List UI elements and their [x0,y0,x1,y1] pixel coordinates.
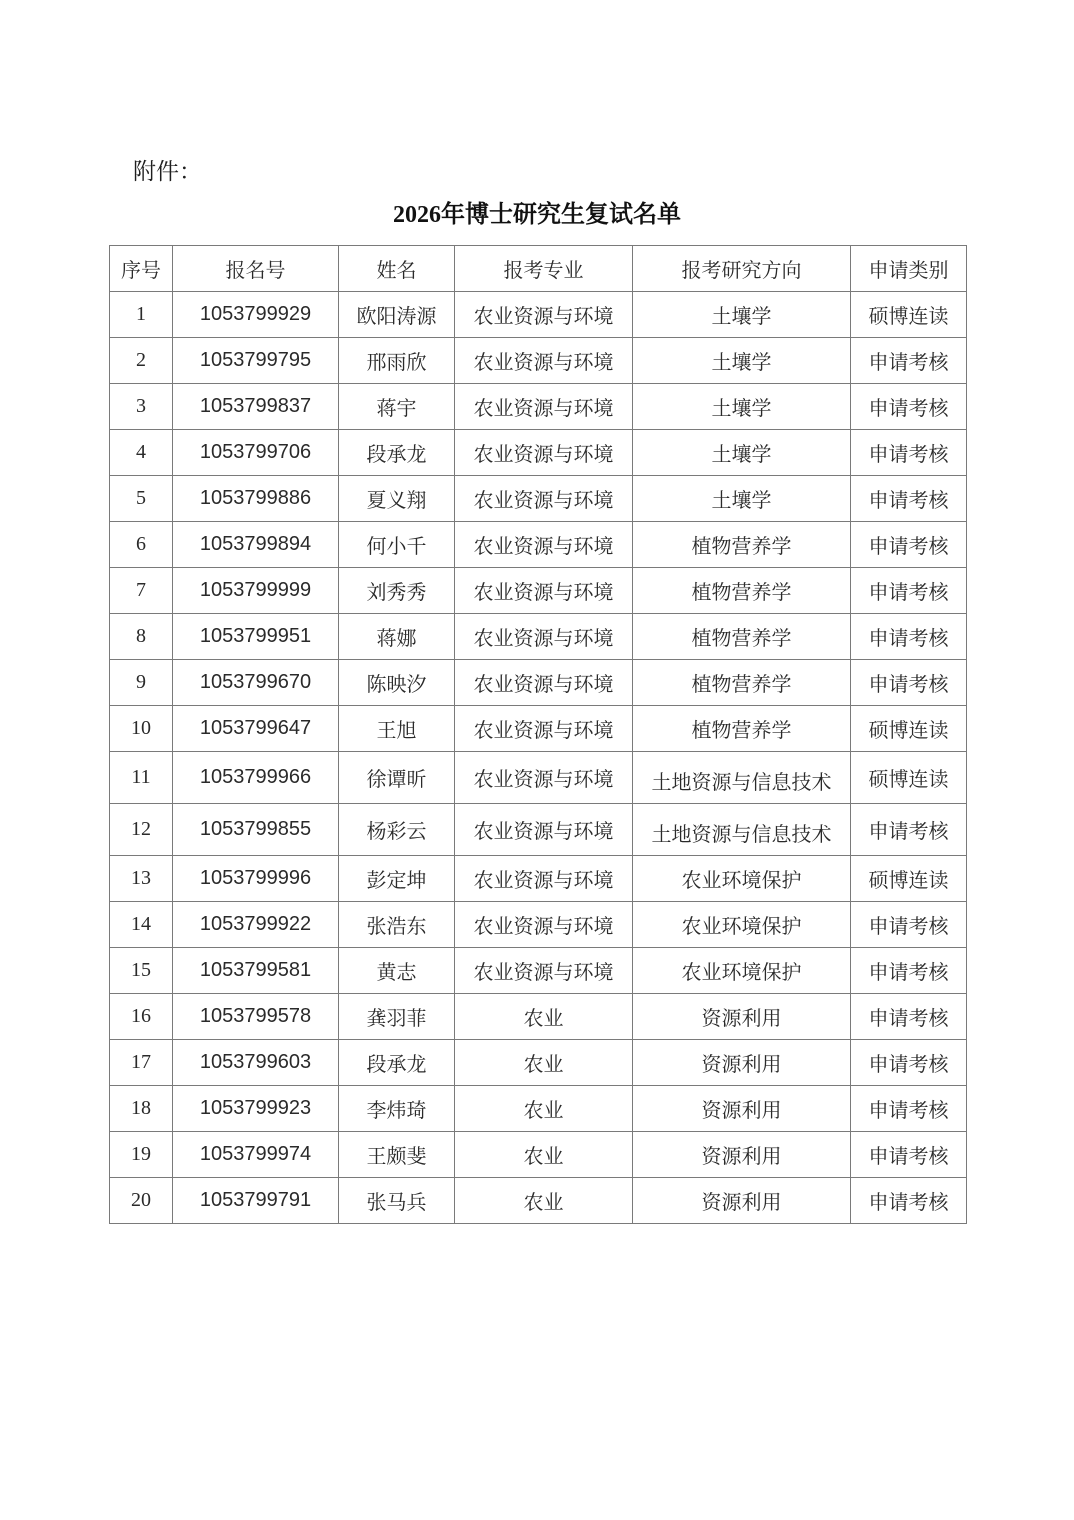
cell-reg-no: 1053799791 [173,1178,339,1224]
cell-reg-no: 1053799603 [173,1040,339,1086]
header-name: 姓名 [339,246,455,292]
cell-seq: 6 [110,522,173,568]
table-row [110,706,967,752]
cell-name: 李炜琦 [339,1086,455,1132]
cell-major: 农业资源与环境 [455,430,633,476]
cell-direction: 植物营养学 [633,660,851,706]
cell-direction: 资源利用 [633,1178,851,1224]
table-row [110,614,967,660]
cell-direction: 土壤学 [633,384,851,430]
cell-direction: 农业环境保护 [633,856,851,902]
cell-seq: 10 [110,706,173,752]
cell-major: 农业资源与环境 [455,752,633,804]
cell-name: 欧阳涛源 [339,292,455,338]
cell-major: 农业资源与环境 [455,384,633,430]
table-row [110,804,967,856]
header-direction: 报考研究方向 [633,246,851,292]
table-row [110,660,967,706]
cell-reg-no: 1053799886 [173,476,339,522]
cell-reg-no: 1053799670 [173,660,339,706]
cell-reg-no: 1053799855 [173,804,339,856]
cell-major: 农业资源与环境 [455,476,633,522]
header-major: 报考专业 [455,246,633,292]
cell-seq: 9 [110,660,173,706]
table-row [110,752,967,804]
cell-category: 申请考核 [851,384,967,430]
cell-reg-no: 1053799966 [173,752,339,804]
table-row [110,902,967,948]
cell-major: 农业资源与环境 [455,614,633,660]
header-seq: 序号 [110,246,173,292]
table-row [110,856,967,902]
cell-major: 农业 [455,1086,633,1132]
cell-category: 申请考核 [851,476,967,522]
cell-seq: 12 [110,804,173,856]
cell-reg-no: 1053799974 [173,1132,339,1178]
cell-major: 农业 [455,1132,633,1178]
table-row [110,1040,967,1086]
cell-category: 申请考核 [851,660,967,706]
table-row [110,384,967,430]
cell-reg-no: 1053799999 [173,568,339,614]
cell-category: 申请考核 [851,1040,967,1086]
cell-name: 龚羽菲 [339,994,455,1040]
header-reg-no: 报名号 [173,246,339,292]
header-category: 申请类别 [851,246,967,292]
cell-major: 农业资源与环境 [455,804,633,856]
table-row [110,994,967,1040]
cell-name: 张马兵 [339,1178,455,1224]
cell-reg-no: 1053799795 [173,338,339,384]
cell-reg-no: 1053799951 [173,614,339,660]
cell-reg-no: 1053799996 [173,856,339,902]
cell-reg-no: 1053799647 [173,706,339,752]
table-row [110,568,967,614]
cell-direction: 土地资源与信息技术 [633,804,851,856]
cell-category: 申请考核 [851,338,967,384]
cell-seq: 7 [110,568,173,614]
cell-category: 申请考核 [851,1178,967,1224]
cell-category: 申请考核 [851,430,967,476]
cell-seq: 13 [110,856,173,902]
cell-seq: 18 [110,1086,173,1132]
cell-category: 申请考核 [851,522,967,568]
cell-direction: 植物营养学 [633,568,851,614]
cell-major: 农业 [455,1040,633,1086]
cell-direction: 土壤学 [633,292,851,338]
table-row [110,1178,967,1224]
cell-name: 蒋宇 [339,384,455,430]
cell-category: 申请考核 [851,902,967,948]
cell-direction: 植物营养学 [633,706,851,752]
cell-reg-no: 1053799578 [173,994,339,1040]
cell-name: 邢雨欣 [339,338,455,384]
cell-seq: 4 [110,430,173,476]
cell-major: 农业资源与环境 [455,568,633,614]
cell-category: 申请考核 [851,568,967,614]
cell-direction: 植物营养学 [633,614,851,660]
cell-category: 申请考核 [851,994,967,1040]
interview-roster-table [109,245,967,1224]
cell-direction: 土壤学 [633,476,851,522]
cell-category: 硕博连读 [851,292,967,338]
attachment-label: 附件： [133,159,202,185]
cell-category: 硕博连读 [851,706,967,752]
cell-reg-no: 1053799837 [173,384,339,430]
cell-major: 农业资源与环境 [455,660,633,706]
cell-seq: 8 [110,614,173,660]
cell-name: 王颇斐 [339,1132,455,1178]
cell-name: 段承龙 [339,1040,455,1086]
cell-name: 蒋娜 [339,614,455,660]
cell-major: 农业资源与环境 [455,292,633,338]
cell-major: 农业资源与环境 [455,522,633,568]
cell-reg-no: 1053799706 [173,430,339,476]
cell-seq: 20 [110,1178,173,1224]
table-body [110,292,967,1224]
table-row [110,522,967,568]
cell-seq: 5 [110,476,173,522]
cell-major: 农业资源与环境 [455,948,633,994]
cell-reg-no: 1053799923 [173,1086,339,1132]
cell-category: 硕博连读 [851,856,967,902]
cell-direction: 农业环境保护 [633,902,851,948]
cell-seq: 11 [110,752,173,804]
table-row [110,338,967,384]
cell-reg-no: 1053799894 [173,522,339,568]
cell-seq: 19 [110,1132,173,1178]
cell-direction: 农业环境保护 [633,948,851,994]
cell-seq: 1 [110,292,173,338]
cell-seq: 2 [110,338,173,384]
cell-name: 王旭 [339,706,455,752]
cell-direction: 植物营养学 [633,522,851,568]
cell-name: 刘秀秀 [339,568,455,614]
cell-major: 农业资源与环境 [455,706,633,752]
cell-name: 彭定坤 [339,856,455,902]
cell-direction: 资源利用 [633,994,851,1040]
cell-seq: 17 [110,1040,173,1086]
table-row [110,476,967,522]
cell-major: 农业资源与环境 [455,338,633,384]
cell-name: 黄志 [339,948,455,994]
cell-name: 夏义翔 [339,476,455,522]
cell-direction: 资源利用 [633,1132,851,1178]
table-row [110,1132,967,1178]
cell-direction: 资源利用 [633,1040,851,1086]
cell-seq: 3 [110,384,173,430]
cell-category: 申请考核 [851,804,967,856]
table-header-row [110,246,967,292]
cell-seq: 14 [110,902,173,948]
table-row [110,430,967,476]
cell-major: 农业 [455,994,633,1040]
cell-category: 申请考核 [851,948,967,994]
cell-direction: 资源利用 [633,1086,851,1132]
cell-reg-no: 1053799929 [173,292,339,338]
cell-name: 徐谭昕 [339,752,455,804]
cell-major: 农业 [455,1178,633,1224]
document-title: 2026年博士研究生复试名单 [393,202,681,228]
cell-direction: 土壤学 [633,430,851,476]
cell-name: 杨彩云 [339,804,455,856]
cell-major: 农业资源与环境 [455,856,633,902]
cell-category: 申请考核 [851,1086,967,1132]
cell-name: 张浩东 [339,902,455,948]
cell-category: 硕博连读 [851,752,967,804]
table-row [110,948,967,994]
cell-direction: 土地资源与信息技术 [633,752,851,804]
cell-category: 申请考核 [851,1132,967,1178]
cell-seq: 15 [110,948,173,994]
cell-major: 农业资源与环境 [455,902,633,948]
table-row [110,292,967,338]
cell-name: 段承龙 [339,430,455,476]
cell-category: 申请考核 [851,614,967,660]
table-row [110,1086,967,1132]
cell-reg-no: 1053799922 [173,902,339,948]
cell-name: 陈映汐 [339,660,455,706]
cell-reg-no: 1053799581 [173,948,339,994]
cell-direction: 土壤学 [633,338,851,384]
cell-seq: 16 [110,994,173,1040]
cell-name: 何小千 [339,522,455,568]
